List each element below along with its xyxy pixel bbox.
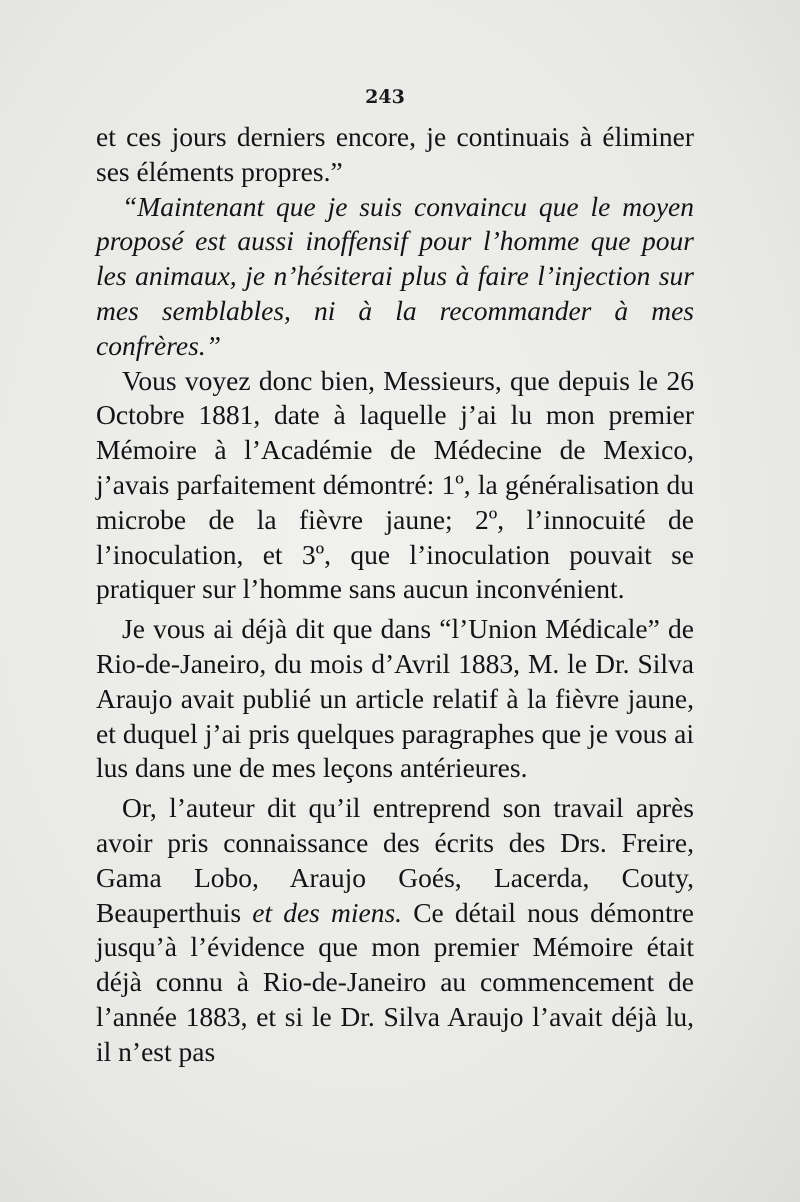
paragraph-author-work	[96, 791, 694, 1069]
paragraph-author-work-start: Or, l’auteur dit qu’il entreprend son travail après avoir pris connaissance des écrits des Drs. Freire, Gama Lobo, Araujo Goés, Lacerda, Couty, Beauperthuis	[96, 792, 694, 928]
paragraph-union-medicale: Je vous ai déjà dit que dans “l’Union Médicale” de Rio-de-Janeiro, du mois d’Avril 1883, M. le Dr. Silva Araujo avait publié un article relatif à la fièvre jaune, et duquel j’ai pris quelques paragraphes que je vous ai lus dans une de mes leçons antérieures.	[96, 613, 694, 784]
page-number: 243	[365, 86, 405, 108]
paragraph-author-work-italic: et des miens.	[252, 896, 403, 928]
paragraph-quote: “Maintenant que je suis convaincu que le moyen proposé est aussi inoffensif pour l’homme que pour les animaux, je n’hésiterai plus à faire l’injection sur mes semblables, ni à la recommander à mes confrères.”	[96, 190, 694, 361]
paragraph-author-work-end: Ce détail nous démontre jusqu’à l’évidence que mon premier Mémoire était déjà connu à Rio-de-Janeiro au commencement de l’année 1883, et si le Dr. Silva Araujo l’avait déjà lu, il n’est pas	[96, 896, 695, 1067]
paragraph-demonstration: Vous voyez donc bien, Messieurs, que depuis le 26 Octobre 1881, date à laquelle j’ai lu mon premier Mémoire à l’Académie de Médecine de Mexico, j’avais parfaitement démontré: 1º, la généralisation du microbe de la fièvre jaune; 2º, l’innocuité de l’inoculation, et 3º, que l’inoculation pouvait se pratiquer sur l’homme sans aucun inconvénient.	[96, 364, 694, 605]
body-text	[96, 120, 694, 1070]
paragraph-continuation: et ces jours derniers encore, je continuais à éliminer ses éléments propres.”	[96, 121, 694, 187]
